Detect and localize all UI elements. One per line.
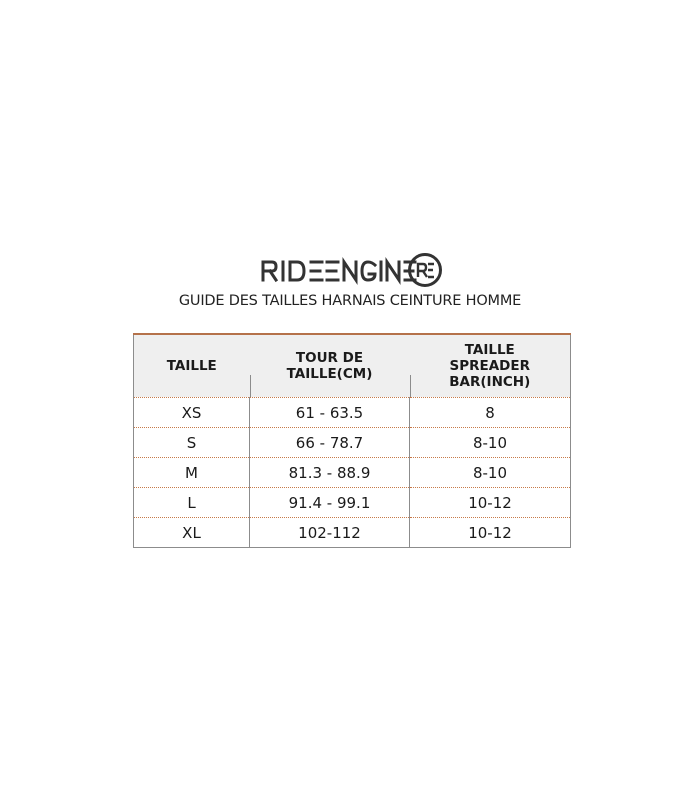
waist-cell: 66 - 78.7 [250,428,410,458]
size-cell: L [134,488,250,518]
page-title: GUIDE DES TAILLES HARNAIS CEINTURE HOMME [178,293,522,309]
spreader-cell: 8-10 [410,458,571,488]
table-row [134,518,571,548]
rideengine-logo [258,250,444,290]
size-cell: M [134,458,250,488]
waist-cell: 102-112 [250,518,410,548]
waist-cell: 61 - 63.5 [250,398,410,428]
table-header-row [134,334,571,398]
table-row [134,398,571,428]
spreader-cell: 8 [410,398,571,428]
spreader-cell: 10-12 [410,518,571,548]
size-cell: XL [134,518,250,548]
size-table [133,333,570,548]
size-cell: S [134,428,250,458]
rideengine-logo-svg [258,250,444,290]
header-divider [250,375,251,397]
spreader-cell: 10-12 [410,488,571,518]
waist-cell: 91.4 - 99.1 [250,488,410,518]
table-row [134,458,571,488]
header-line: SPREADER [449,358,530,374]
header-taille [134,334,250,398]
header-line: TOUR DE [295,350,364,366]
header-line: TAILLE(CM) [286,366,373,382]
header-divider [410,375,411,397]
size-cell: XS [134,398,250,428]
header-spreader-bar [410,334,571,398]
header-line: BAR(INCH) [449,374,531,390]
table-row [134,428,571,458]
table-row [134,488,571,518]
waist-cell: 81.3 - 88.9 [250,458,410,488]
header-tour-de-taille [250,334,410,398]
header-line: TAILLE [464,342,515,358]
spreader-cell: 8-10 [410,428,571,458]
header-line: TAILLE [166,358,217,374]
